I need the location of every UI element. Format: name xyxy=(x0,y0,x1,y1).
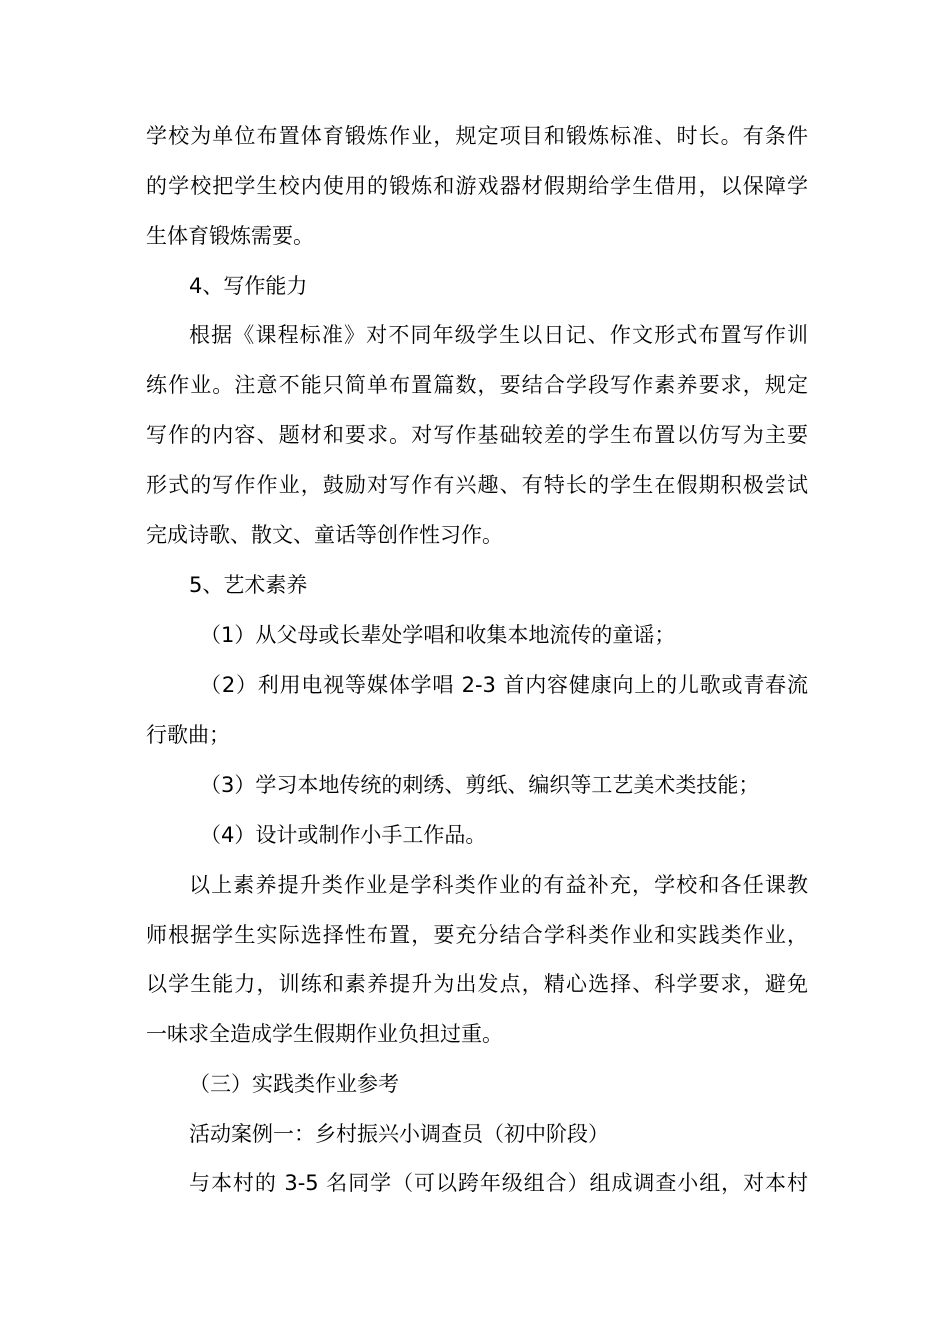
paragraph-line: 以学生能力，训练和素养提升为出发点，精心选择、科学要求，避免 xyxy=(146,972,808,996)
paragraph-line: 根据《课程标准》对不同年级学生以日记、作文形式布置写作训 xyxy=(189,323,808,347)
paragraph-line: 一味求全造成学生假期作业负担过重。 xyxy=(146,1022,503,1046)
section-heading: 5、艺术素养 xyxy=(189,573,308,597)
paragraph-line: 师根据学生实际选择性布置，要充分结合学科类作业和实践类作业， xyxy=(146,923,808,947)
paragraph-line: 形式的写作作业，鼓励对写作有兴趣、有特长的学生在假期积极尝试 xyxy=(146,473,808,497)
section-heading: （三）实践类作业参考 xyxy=(189,1072,399,1096)
case-heading: 活动案例一：乡村振兴小调查员（初中阶段） xyxy=(189,1122,609,1146)
paragraph-line: 学校为单位布置体育锻炼作业，规定项目和锻炼标准、时长。有条件 xyxy=(146,124,808,148)
paragraph-line: 生体育锻炼需要。 xyxy=(146,224,314,248)
list-item-continuation: 行歌曲； xyxy=(146,723,230,747)
list-item: （3）学习本地传统的刺绣、剪纸、编织等工艺美术类技能； xyxy=(200,773,760,797)
paragraph-line: 以上素养提升类作业是学科类作业的有益补充，学校和各任课教 xyxy=(189,873,808,897)
list-item: （4）设计或制作小手工作品。 xyxy=(200,823,487,847)
section-heading: 4、写作能力 xyxy=(189,274,308,298)
paragraph-line: 的学校把学生校内使用的锻炼和游戏器材假期给学生借用，以保障学 xyxy=(146,174,808,198)
list-item: （2）利用电视等媒体学唱 2-3 首内容健康向上的儿歌或青春流 xyxy=(200,673,808,697)
list-item: （1）从父母或长辈处学唱和收集本地流传的童谣； xyxy=(200,623,676,647)
paragraph-line: 写作的内容、题材和要求。对写作基础较差的学生布置以仿写为主要 xyxy=(146,423,808,447)
paragraph-line: 完成诗歌、散文、童话等创作性习作。 xyxy=(146,523,503,547)
paragraph-line: 练作业。注意不能只简单布置篇数，要结合学段写作素养要求，规定 xyxy=(146,373,808,397)
paragraph-line: 与本村的 3-5 名同学（可以跨年级组合）组成调查小组，对本村 xyxy=(189,1171,808,1195)
